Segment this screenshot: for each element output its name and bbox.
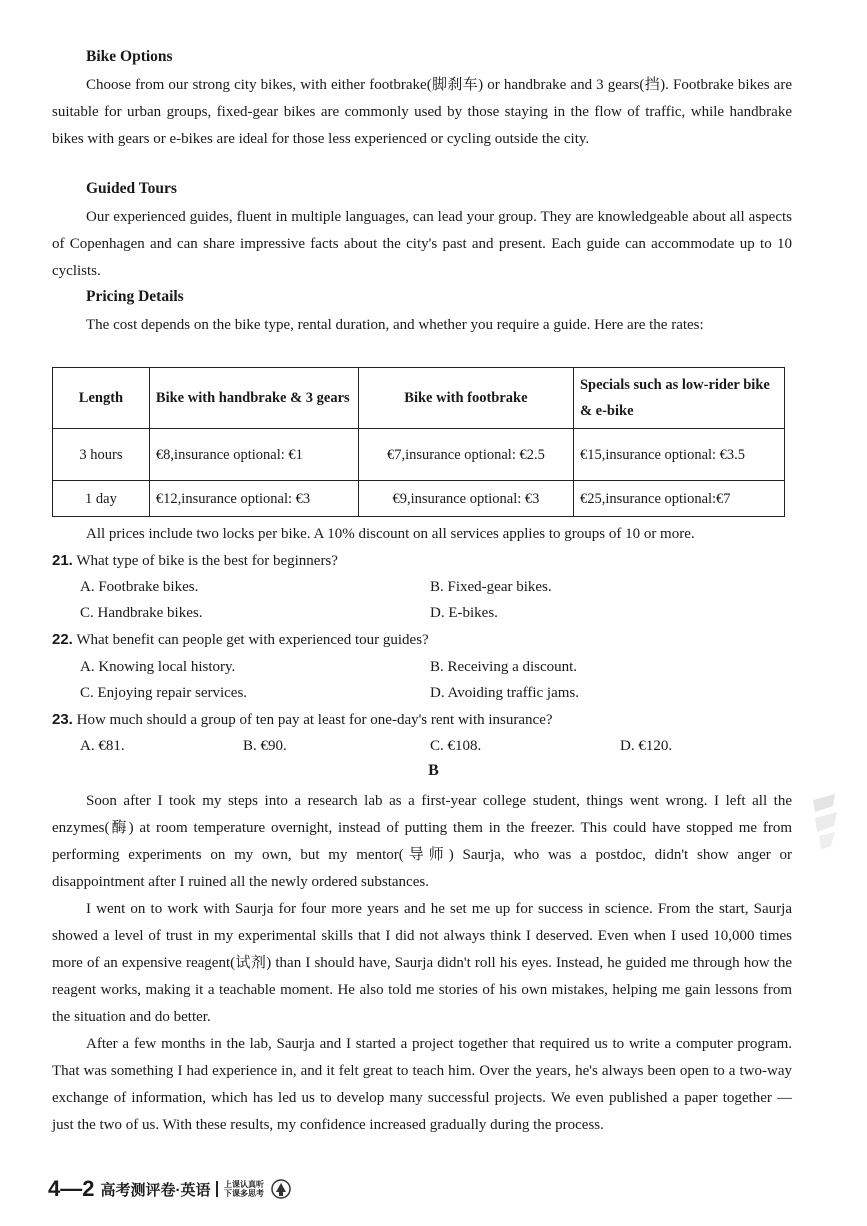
- passage-b-paragraph: Soon after I took my steps into a research lab as a first-year college student, things went wrong. I left all the enzymes(酶) at room temperature overnight, instead of putting them in the freezer. This could have stopped me from performing experiments on my own, but my mentor(导师) Saurja, who was a postdoc, didn't show anger or disappointment after I ruined all the newly ordered substances.: [52, 793, 792, 890]
- option-b[interactable]: B. €90.: [243, 738, 287, 754]
- table-row: [53, 481, 785, 517]
- question-23: [52, 707, 553, 733]
- option-b[interactable]: B. Receiving a discount.: [430, 659, 578, 675]
- question-text: How much should a group of ten pay at least for one-day's rent with insurance?: [76, 712, 553, 728]
- section-b-label: B: [428, 762, 439, 779]
- table-cell: €9,insurance optional: €3: [358, 481, 573, 517]
- option-d[interactable]: D. Avoiding traffic jams.: [430, 685, 580, 701]
- option-c[interactable]: C. Handbrake bikes.: [80, 605, 203, 621]
- question-22: [52, 627, 429, 653]
- footer-tagline-line-1: 上课认真听: [223, 1180, 264, 1189]
- option-d[interactable]: D. €120.: [620, 738, 673, 754]
- footer-divider: [216, 1181, 218, 1197]
- passage-b-paragraph: After a few months in the lab, Saurja and I started a project together that required us to write a computer program. That was something I had experience in, and it felt great to teach him. Over the years, he's always been open to a two-way exchange of information, which has led us to develop many successful projects. We even published a paper together — just the two of us. With these results, my confidence increased gradually during the process.: [52, 1036, 792, 1133]
- option-c[interactable]: C. €108.: [430, 738, 482, 754]
- option-a[interactable]: A. €81.: [80, 738, 125, 754]
- page-footer: [48, 1176, 292, 1202]
- table-cell: €15,insurance optional: €3.5: [573, 429, 784, 481]
- option-a[interactable]: A. Footbrake bikes.: [80, 579, 199, 595]
- table-cell: €12,insurance optional: €3: [149, 481, 358, 517]
- footer-tagline: [224, 1180, 264, 1198]
- heading-bike-options: Bike Options: [86, 48, 173, 65]
- question-text: What benefit can people get with experienced tour guides?: [76, 632, 429, 648]
- heading-pricing-details: Pricing Details: [86, 288, 184, 305]
- table-header-cell: Bike with footbrake: [358, 368, 573, 429]
- option-c[interactable]: C. Enjoying repair services.: [80, 685, 248, 701]
- table-cell: €25,insurance optional:€7: [573, 481, 784, 517]
- table-header-cell: Length: [53, 368, 150, 429]
- option-a[interactable]: A. Knowing local history.: [80, 659, 236, 675]
- option-d[interactable]: D. E-bikes.: [430, 605, 498, 621]
- question-number: 23.: [52, 711, 73, 728]
- paragraph-pricing-intro: The cost depends on the bike type, rental duration, and whether you require a guide. Here are the rates:: [86, 317, 704, 333]
- footer-tagline-line-2: 下课多思考: [223, 1189, 264, 1198]
- table-cell: 3 hours: [53, 429, 150, 481]
- table-cell: €7,insurance optional: €2.5: [358, 429, 573, 481]
- book-title: 高考测评卷·英语: [100, 1181, 211, 1199]
- question-21: [52, 548, 338, 574]
- table-cell: 1 day: [53, 481, 150, 517]
- pricing-note: All prices include two locks per bike. A 10% discount on all services applies to groups of 10 or more.: [86, 526, 695, 542]
- question-text: What type of bike is the best for beginners?: [76, 553, 338, 569]
- table-row: [53, 429, 785, 481]
- paragraph-guided-tours: Our experienced guides, fluent in multiple languages, can lead your group. They are knowledgeable about all aspects of Copenhagen and can share impressive facts about the city's past and present. Each guide can accommodate up to 10 cyclists.: [52, 209, 792, 279]
- option-b[interactable]: B. Fixed-gear bikes.: [430, 579, 552, 595]
- table-header-row: [53, 368, 785, 429]
- table-header-cell: Bike with handbrake & 3 gears: [149, 368, 358, 429]
- pricing-table: [52, 367, 785, 517]
- scan-mark-icon: [809, 792, 839, 852]
- passage-b-paragraph: I went on to work with Saurja for four more years and he set me up for success in science. From the start, Saurja showed a level of trust in my experimental skills that I did not always think I deserved. Even when I used 10,000 times more of an expensive reagent(试剂) than I should have, Saurja didn't roll his eyes. Instead, he guided me through how the reagent works, making it a teachable moment. He also told me stories of his own mistakes, helping me gain lessons from the situation and do better.: [52, 901, 792, 1025]
- question-number: 22.: [52, 631, 73, 648]
- heading-guided-tours: Guided Tours: [86, 180, 177, 197]
- paragraph-bike-options: Choose from our strong city bikes, with either footbrake(脚刹车) or handbrake and 3 gears(挡). Footbrake bikes are suitable for urban groups, fixed-gear bikes are commonly used by those staying in the flow of traffic, while handbrake bikes with gears or e-bikes are ideal for those less experienced or cycling outside the city.: [52, 77, 792, 147]
- logo-icon: [270, 1178, 292, 1200]
- page-number: 4—2: [48, 1176, 95, 1201]
- question-number: 21.: [52, 552, 73, 569]
- table-header-cell: Specials such as low-rider bike & e-bike: [573, 368, 784, 429]
- table-cell: €8,insurance optional: €1: [149, 429, 358, 481]
